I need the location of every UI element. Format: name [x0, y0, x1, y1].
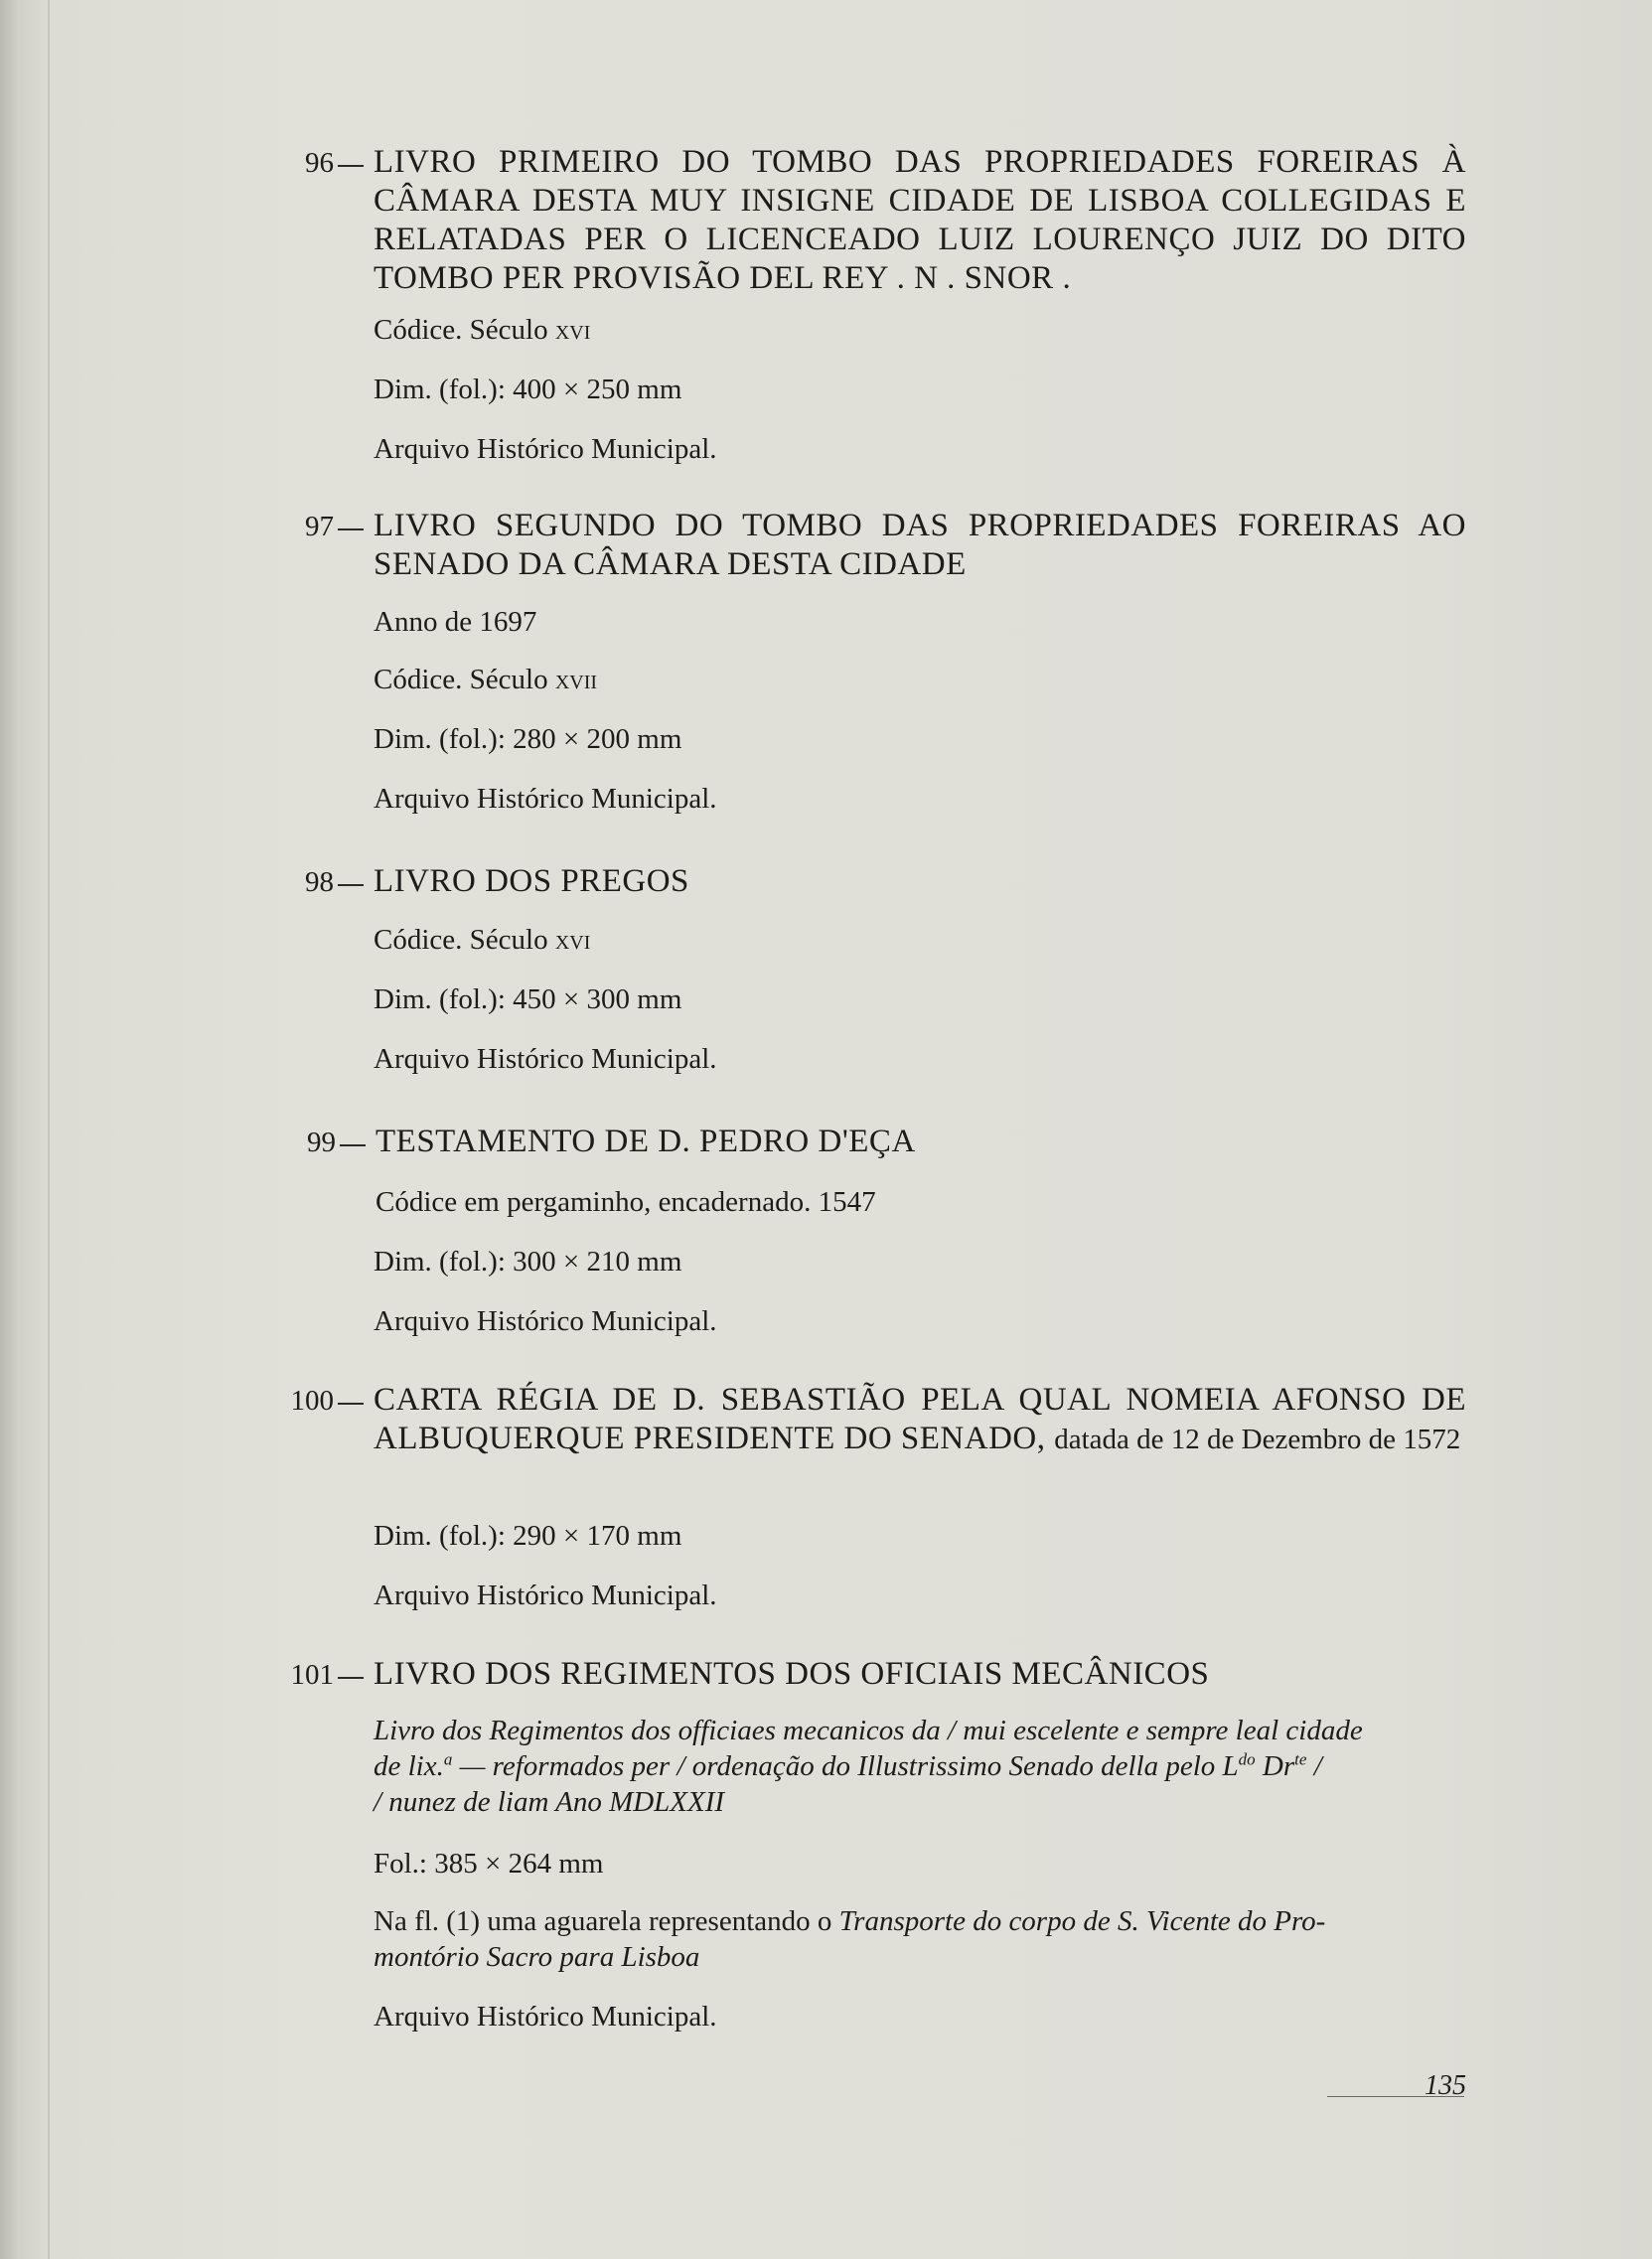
entry-dimensions: Dim. (fol.): 300 × 210 mm [374, 1246, 682, 1278]
entry-heading: CARTA RÉGIA DE D. SEBASTIÃO PELA QUAL NOMEIA AFONSO DE ALBUQUERQUE PRESIDENTE DO SENADO, datada de 12 de Dezembro de 1572 [374, 1382, 1466, 1456]
entry-number: 97 [305, 511, 334, 542]
entry-heading: LIVRO SEGUNDO DO TOMBO DAS PROPRIEDADES FOREIRAS AO SENADO DA CÂMARA DESTA CIDADE [374, 508, 1466, 582]
page-number: 135 [1425, 2070, 1466, 2101]
entry-type: Códice. Século xvi [374, 314, 591, 346]
binding-gutter [48, 0, 50, 2259]
entry-archive: Arquivo Histórico Municipal. [374, 1043, 717, 1075]
entry-year: Anno de 1697 [374, 606, 537, 638]
entry-dash [338, 1403, 364, 1405]
entry-dash [338, 1677, 364, 1679]
entry-archive: Arquivo Histórico Municipal. [374, 1305, 717, 1337]
entry-heading: LIVRO DOS REGIMENTOS DOS OFICIAIS MECÂNICOS [374, 1656, 1210, 1692]
entry-dimensions: Dim. (fol.): 290 × 170 mm [374, 1520, 682, 1552]
entry-heading: LIVRO DOS PREGOS [374, 863, 689, 899]
entry-transcribed-title-line-1: Livro dos Regimentos dos officiaes mecanicos da / mui escelente e sempre leal cidade [374, 1715, 1363, 1746]
entry-number: 101 [290, 1659, 334, 1691]
entry-note-line-2: montório Sacro para Lisboa [374, 1941, 700, 1973]
entry-dimensions: Fol.: 385 × 264 mm [374, 1848, 604, 1880]
entry-dash [340, 1144, 366, 1146]
entry-type: Códice em pergaminho, encadernado. 1547 [375, 1186, 876, 1218]
entry-type: Códice. Século xvii [374, 664, 598, 695]
entry-dimensions: Dim. (fol.): 280 × 200 mm [374, 723, 682, 755]
entry-archive: Arquivo Histórico Municipal. [374, 1580, 717, 1611]
entry-dash [338, 528, 364, 530]
entry-number: 99 [307, 1127, 336, 1158]
entry-archive: Arquivo Histórico Municipal. [374, 2001, 717, 2033]
entry-archive: Arquivo Histórico Municipal. [374, 433, 717, 465]
entry-note-line-1: Na fl. (1) uma aguarela representando o Transporte do corpo de S. Vicente do Pro- [374, 1905, 1326, 1937]
entry-type: Códice. Século xvi [374, 924, 591, 956]
entry-heading: LIVRO PRIMEIRO DO TOMBO DAS PROPRIEDADES FOREIRAS À CÂMARA DESTA MUY INSIGNE CIDADE DE LISBOA COLLEGIDAS E RELATADAS PER O LICENCEADO LUIZ LOURENÇO JUIZ DO DITO TOMBO PER PROVISÃO DEL REY . N . SNOR . [374, 144, 1466, 296]
entry-dash [338, 884, 364, 886]
entry-number: 100 [290, 1385, 334, 1417]
entry-number: 96 [305, 147, 334, 179]
entry-heading: TESTAMENTO DE D. PEDRO D'EÇA [375, 1124, 916, 1159]
entry-dimensions: Dim. (fol.): 400 × 250 mm [374, 374, 682, 405]
entry-transcribed-title-line-2: de lix.$^a$ — reformados per / ordenação do Illustrissimo Senado della pelo $L^{do}$ $Dr^{te}$ / [374, 1749, 1322, 1782]
entry-dash [338, 165, 364, 167]
entry-dimensions: Dim. (fol.): 450 × 300 mm [374, 983, 682, 1015]
entry-archive: Arquivo Histórico Municipal. [374, 783, 717, 815]
entry-transcribed-title-line-3: / nunez de liam Ano MDLXXII [374, 1786, 725, 1818]
entry-number: 98 [305, 866, 334, 898]
